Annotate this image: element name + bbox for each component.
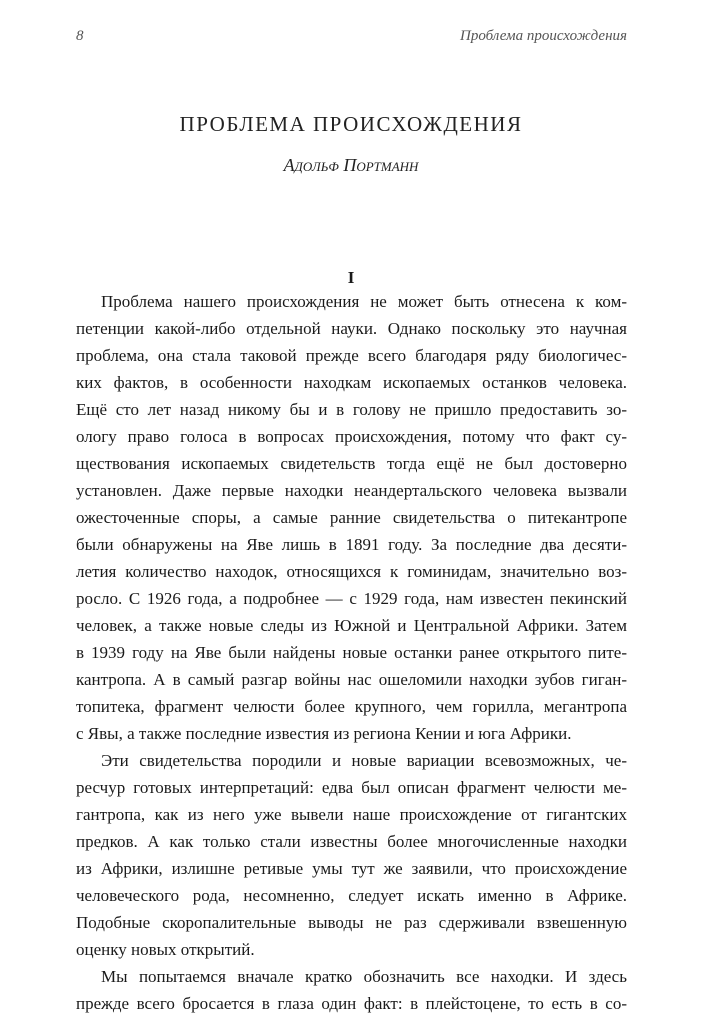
- text-line: ких фактов, в особенности находкам ископаемых останков человека.: [76, 373, 627, 392]
- text-line: топитека, фрагмент челюсти более крупного, чем горилла, мегантропа: [76, 697, 627, 716]
- text-line: Проблема нашего происхождения не может быть отнесена к ком-: [101, 292, 627, 311]
- running-title: Проблема происхождения: [460, 28, 627, 44]
- text-line: петенции какой-либо отдельной науки. Однако поскольку это научная: [76, 319, 627, 338]
- text-line: установлен. Даже первые находки неандертальского человека вызвали: [76, 481, 627, 500]
- section-number: I: [347, 268, 355, 287]
- article-title: ПРОБЛЕМА ПРОИСХОЖДЕНИЯ: [179, 112, 523, 136]
- text-line: оценку новых открытий.: [76, 940, 255, 959]
- text-line: из Африки, излишне ретивые умы тут же заявили, что происхождение: [76, 859, 627, 878]
- text-line: были обнаружены на Яве лишь в 1891 году. За последние два десяти-: [76, 535, 627, 554]
- text-line: человек, а также новые следы из Южной и Центральной Африки. Затем: [76, 616, 627, 635]
- text-line: Мы попытаемся вначале кратко обозначить все находки. И здесь: [101, 967, 627, 986]
- text-line: с Явы, а также последние известия из региона Кении и юга Африки.: [76, 724, 572, 743]
- text-line: Ещё сто лет назад никому бы и в голову не пришло предоставить зо-: [76, 400, 627, 419]
- text-line: летия количество находок, относящихся к гоминидам, значительно воз-: [76, 562, 627, 581]
- article-body: [76, 288, 627, 1017]
- text-line: проблема, она стала таковой прежде всего благодаря ряду биологичес-: [76, 346, 627, 365]
- text-line: в 1939 году на Яве были найдены новые останки ранее открытого пите-: [76, 643, 627, 662]
- text-line: кантропа. А в самый разгар войны нас ошеломили находки зубов гиган-: [76, 670, 627, 689]
- text-line: ществования ископаемых свидетельств тогда ещё не был достоверно: [76, 454, 627, 473]
- text-line: человеческого рода, несомненно, следует искать именно в Африке.: [76, 886, 627, 905]
- text-line: ожесточенные споры, а самые ранние свидетельства о питекантропе: [76, 508, 627, 527]
- text-line: ологу право голоса в вопросах происхождения, потому что факт су-: [76, 427, 627, 446]
- text-line: прежде всего бросается в глаза один факт: в плейстоцене, то есть в со-: [76, 994, 627, 1013]
- text-line: росло. С 1926 года, а подробнее — с 1929 года, нам известен пекинский: [76, 589, 627, 608]
- text-line: предков. А как только стали известны более многочисленные находки: [76, 832, 627, 851]
- text-line: ресчур готовых интерпретаций: едва был описан фрагмент челюсти ме-: [76, 778, 627, 797]
- page-number: 8: [76, 28, 84, 44]
- running-header: [76, 28, 627, 45]
- text-line: гантропа, как из него уже вывели наше происхождение от гигантских: [76, 805, 627, 824]
- text-line: Подобные скоропалительные выводы не раз сдерживали взвешенную: [76, 913, 627, 932]
- text-line: Эти свидетельства породили и новые вариации всевозможных, че-: [101, 751, 627, 770]
- article-author: Адольф Портманн: [283, 155, 419, 175]
